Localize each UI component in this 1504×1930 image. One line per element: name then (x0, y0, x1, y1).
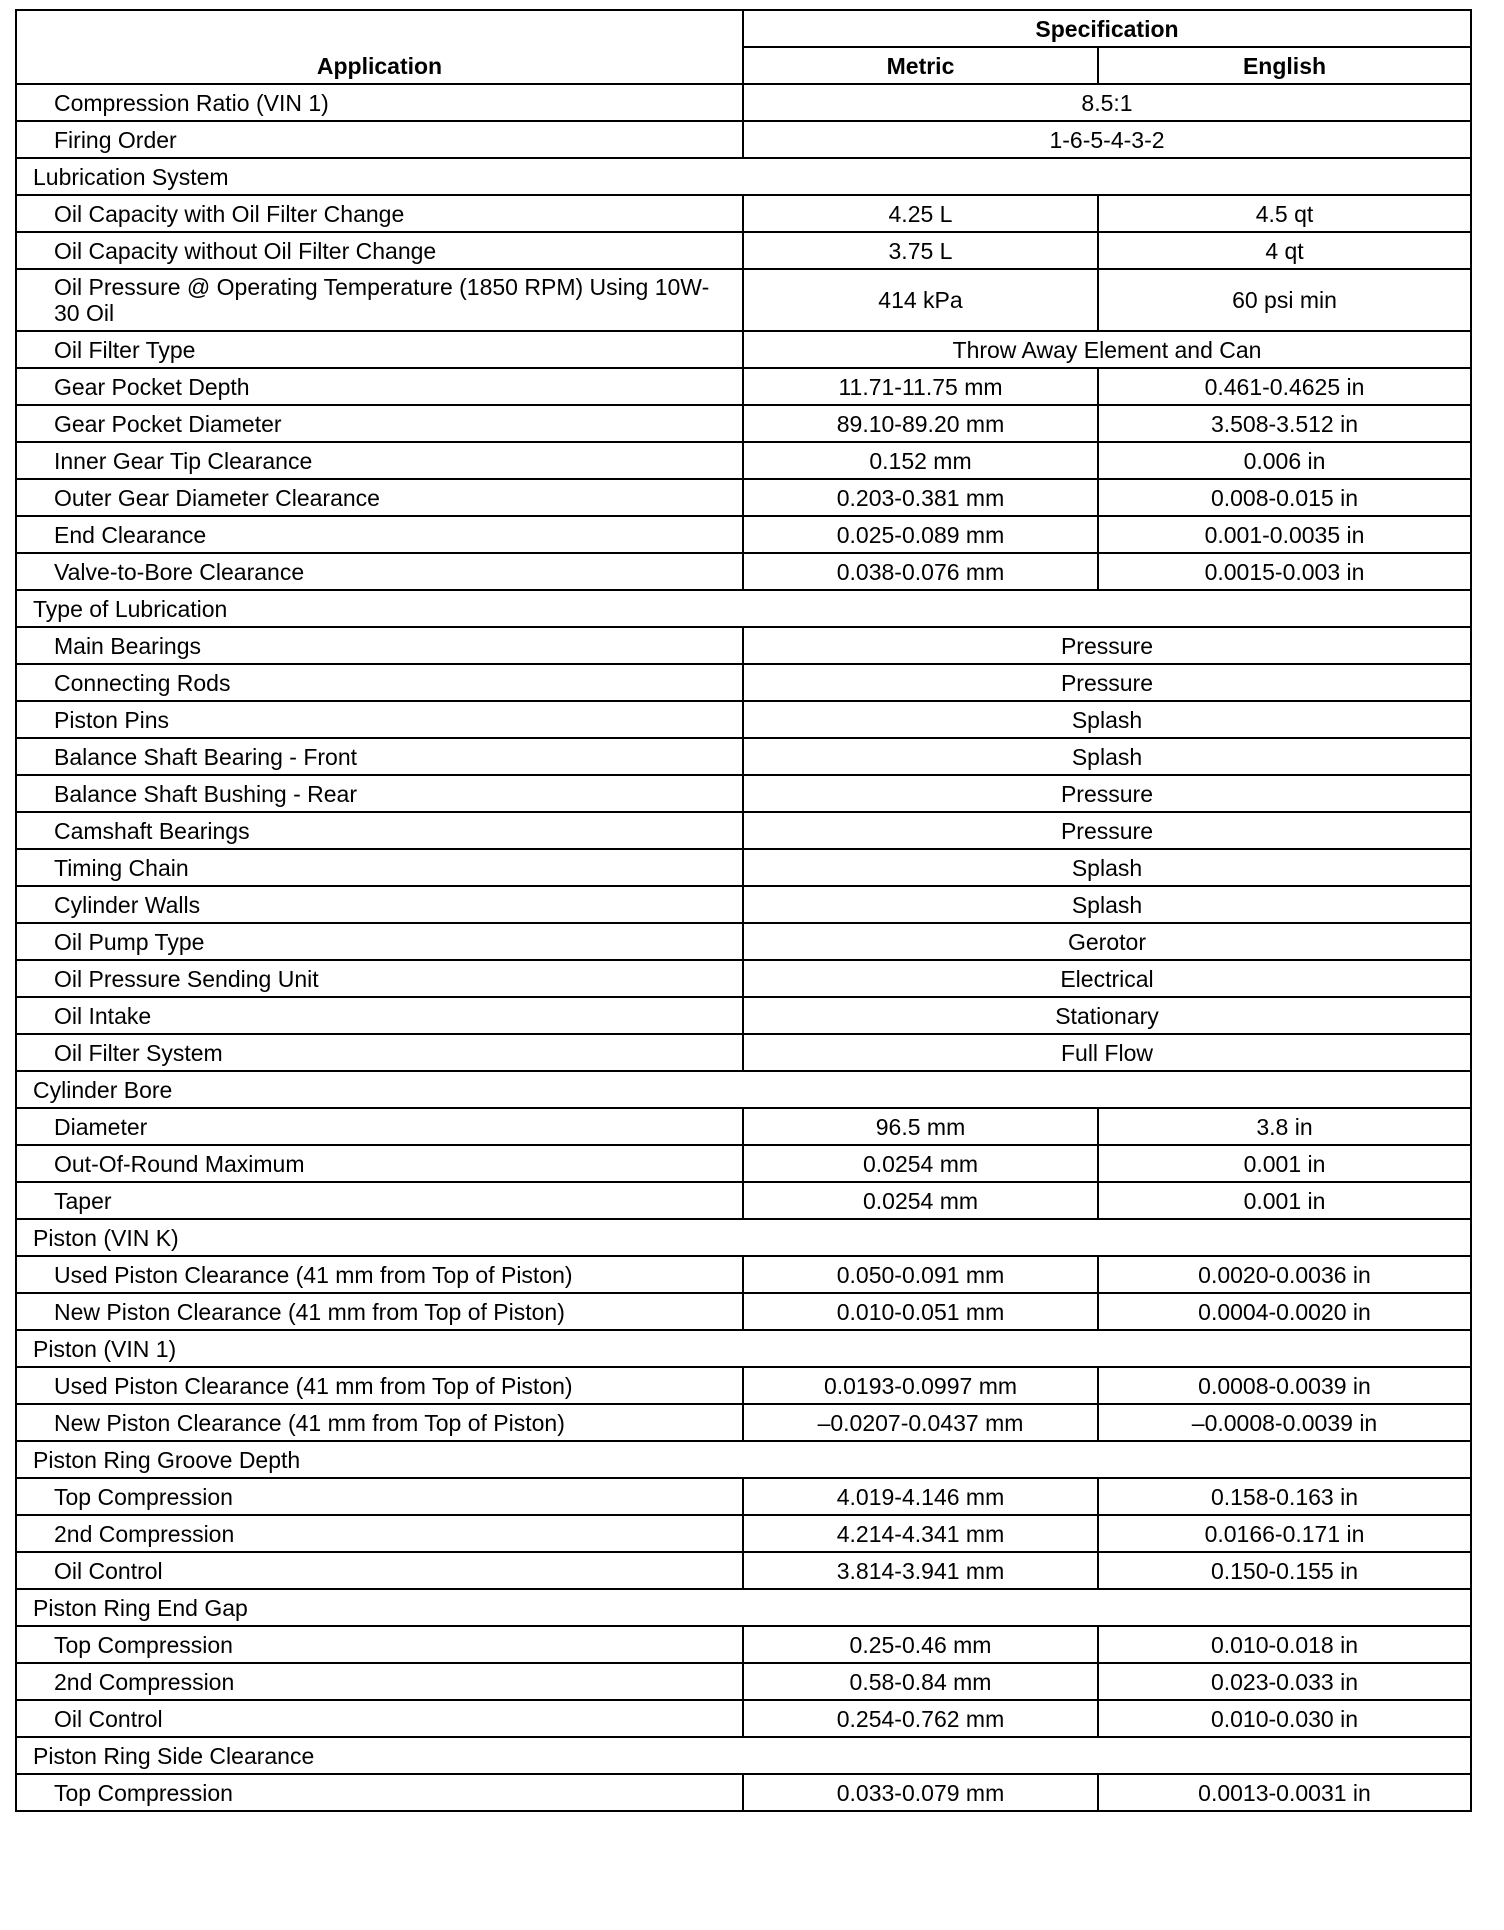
english-cell: 60 psi min (1098, 269, 1471, 331)
english-cell: 0.010-0.018 in (1098, 1626, 1471, 1663)
header-application: Application (16, 10, 743, 84)
application-cell: Balance Shaft Bearing - Front (16, 738, 743, 775)
application-cell: Main Bearings (16, 627, 743, 664)
spec-row (16, 368, 1471, 405)
metric-cell: –0.0207-0.0437 mm (743, 1404, 1098, 1441)
english-cell: 4 qt (1098, 232, 1471, 269)
specification-cell: Splash (743, 738, 1471, 775)
metric-cell: 0.0254 mm (743, 1145, 1098, 1182)
spec-row (16, 886, 1471, 923)
application-cell: Taper (16, 1182, 743, 1219)
metric-cell: 89.10-89.20 mm (743, 405, 1098, 442)
english-cell: 0.010-0.030 in (1098, 1700, 1471, 1737)
application-cell: Outer Gear Diameter Clearance (16, 479, 743, 516)
application-cell: Oil Control (16, 1552, 743, 1589)
spec-row (16, 1404, 1471, 1441)
spec-row (16, 1515, 1471, 1552)
spec-row (16, 960, 1471, 997)
application-cell: 2nd Compression (16, 1663, 743, 1700)
metric-cell: 3.75 L (743, 232, 1098, 269)
english-cell: 0.0013-0.0031 in (1098, 1774, 1471, 1811)
specification-cell: Pressure (743, 775, 1471, 812)
specification-cell: Splash (743, 886, 1471, 923)
application-cell: Used Piston Clearance (41 mm from Top of Piston) (16, 1367, 743, 1404)
spec-row (16, 331, 1471, 368)
metric-cell: 0.033-0.079 mm (743, 1774, 1098, 1811)
spec-row (16, 516, 1471, 553)
section-title: Piston (VIN 1) (16, 1330, 1471, 1367)
english-cell: 3.508-3.512 in (1098, 405, 1471, 442)
application-cell: Oil Filter Type (16, 331, 743, 368)
section-title: Lubrication System (16, 158, 1471, 195)
metric-cell: 0.025-0.089 mm (743, 516, 1098, 553)
english-cell: 0.001 in (1098, 1182, 1471, 1219)
metric-cell: 4.019-4.146 mm (743, 1478, 1098, 1515)
application-cell: Top Compression (16, 1774, 743, 1811)
spec-row (16, 195, 1471, 232)
spec-row (16, 627, 1471, 664)
specification-cell: Electrical (743, 960, 1471, 997)
english-cell: 0.0008-0.0039 in (1098, 1367, 1471, 1404)
specification-cell: Pressure (743, 812, 1471, 849)
application-cell: Timing Chain (16, 849, 743, 886)
english-cell: 0.001 in (1098, 1145, 1471, 1182)
application-cell: Gear Pocket Diameter (16, 405, 743, 442)
specification-cell: Stationary (743, 997, 1471, 1034)
application-cell: Oil Pressure @ Operating Temperature (1850 RPM) Using 10W-30 Oil (16, 269, 743, 331)
section-row (16, 1589, 1471, 1626)
spec-row (16, 84, 1471, 121)
specification-cell: Pressure (743, 664, 1471, 701)
application-cell: Oil Capacity with Oil Filter Change (16, 195, 743, 232)
spec-row (16, 1293, 1471, 1330)
spec-row (16, 1626, 1471, 1663)
application-cell: Camshaft Bearings (16, 812, 743, 849)
application-cell: End Clearance (16, 516, 743, 553)
specification-cell: Gerotor (743, 923, 1471, 960)
application-cell: Gear Pocket Depth (16, 368, 743, 405)
application-cell: Oil Control (16, 1700, 743, 1737)
application-cell: Cylinder Walls (16, 886, 743, 923)
section-row (16, 590, 1471, 627)
engine-specification-table (15, 9, 1472, 1812)
metric-cell: 0.152 mm (743, 442, 1098, 479)
metric-cell: 4.214-4.341 mm (743, 1515, 1098, 1552)
section-title: Piston Ring Groove Depth (16, 1441, 1471, 1478)
application-cell: Piston Pins (16, 701, 743, 738)
section-title: Piston (VIN K) (16, 1219, 1471, 1256)
metric-cell: 0.010-0.051 mm (743, 1293, 1098, 1330)
spec-row (16, 553, 1471, 590)
spec-row (16, 775, 1471, 812)
spec-row (16, 232, 1471, 269)
header-english: English (1098, 47, 1471, 84)
header-metric: Metric (743, 47, 1098, 84)
metric-cell: 4.25 L (743, 195, 1098, 232)
spec-row (16, 1182, 1471, 1219)
english-cell: 4.5 qt (1098, 195, 1471, 232)
section-row (16, 1219, 1471, 1256)
application-cell: Compression Ratio (VIN 1) (16, 84, 743, 121)
application-cell: Oil Filter System (16, 1034, 743, 1071)
metric-cell: 0.0193-0.0997 mm (743, 1367, 1098, 1404)
application-cell: Connecting Rods (16, 664, 743, 701)
section-row (16, 158, 1471, 195)
application-cell: Oil Pressure Sending Unit (16, 960, 743, 997)
specification-cell: 1-6-5-4-3-2 (743, 121, 1471, 158)
spec-row (16, 121, 1471, 158)
specification-cell: Full Flow (743, 1034, 1471, 1071)
section-title: Piston Ring Side Clearance (16, 1737, 1471, 1774)
metric-cell: 0.25-0.46 mm (743, 1626, 1098, 1663)
application-cell: Valve-to-Bore Clearance (16, 553, 743, 590)
application-cell: Firing Order (16, 121, 743, 158)
spec-row (16, 923, 1471, 960)
metric-cell: 0.58-0.84 mm (743, 1663, 1098, 1700)
english-cell: 0.150-0.155 in (1098, 1552, 1471, 1589)
spec-row (16, 849, 1471, 886)
specification-cell: 8.5:1 (743, 84, 1471, 121)
english-cell: 0.461-0.4625 in (1098, 368, 1471, 405)
metric-cell: 0.0254 mm (743, 1182, 1098, 1219)
header-specification: Specification (743, 10, 1471, 47)
spec-row (16, 664, 1471, 701)
application-cell: Balance Shaft Bushing - Rear (16, 775, 743, 812)
section-row (16, 1071, 1471, 1108)
specification-cell: Splash (743, 849, 1471, 886)
metric-cell: 0.254-0.762 mm (743, 1700, 1098, 1737)
spec-row (16, 812, 1471, 849)
english-cell: 0.001-0.0035 in (1098, 516, 1471, 553)
spec-row (16, 1552, 1471, 1589)
application-cell: Diameter (16, 1108, 743, 1145)
application-cell: Oil Intake (16, 997, 743, 1034)
spec-row (16, 479, 1471, 516)
specification-cell: Splash (743, 701, 1471, 738)
section-title: Cylinder Bore (16, 1071, 1471, 1108)
spec-row (16, 1367, 1471, 1404)
english-cell: 0.006 in (1098, 442, 1471, 479)
spec-row (16, 1034, 1471, 1071)
section-title: Type of Lubrication (16, 590, 1471, 627)
section-row (16, 1441, 1471, 1478)
specification-cell: Pressure (743, 627, 1471, 664)
specification-cell: Throw Away Element and Can (743, 331, 1471, 368)
section-row (16, 1737, 1471, 1774)
metric-cell: 3.814-3.941 mm (743, 1552, 1098, 1589)
english-cell: 0.0166-0.171 in (1098, 1515, 1471, 1552)
english-cell: 0.0004-0.0020 in (1098, 1293, 1471, 1330)
metric-cell: 0.203-0.381 mm (743, 479, 1098, 516)
english-cell: 0.0015-0.003 in (1098, 553, 1471, 590)
application-cell: Inner Gear Tip Clearance (16, 442, 743, 479)
application-cell: Top Compression (16, 1478, 743, 1515)
application-cell: 2nd Compression (16, 1515, 743, 1552)
spec-row (16, 997, 1471, 1034)
metric-cell: 96.5 mm (743, 1108, 1098, 1145)
spec-row (16, 405, 1471, 442)
application-cell: Oil Capacity without Oil Filter Change (16, 232, 743, 269)
application-cell: Oil Pump Type (16, 923, 743, 960)
application-cell: Used Piston Clearance (41 mm from Top of Piston) (16, 1256, 743, 1293)
spec-row (16, 269, 1471, 331)
spec-row (16, 1663, 1471, 1700)
spec-row (16, 1700, 1471, 1737)
spec-row (16, 1256, 1471, 1293)
metric-cell: 11.71-11.75 mm (743, 368, 1098, 405)
english-cell: –0.0008-0.0039 in (1098, 1404, 1471, 1441)
header-row-top (16, 10, 1471, 47)
english-cell: 3.8 in (1098, 1108, 1471, 1145)
spec-row (16, 701, 1471, 738)
application-cell: New Piston Clearance (41 mm from Top of Piston) (16, 1293, 743, 1330)
spec-row (16, 1478, 1471, 1515)
metric-cell: 414 kPa (743, 269, 1098, 331)
section-row (16, 1330, 1471, 1367)
english-cell: 0.0020-0.0036 in (1098, 1256, 1471, 1293)
metric-cell: 0.050-0.091 mm (743, 1256, 1098, 1293)
spec-row (16, 738, 1471, 775)
spec-row (16, 1145, 1471, 1182)
english-cell: 0.158-0.163 in (1098, 1478, 1471, 1515)
metric-cell: 0.038-0.076 mm (743, 553, 1098, 590)
spec-row (16, 442, 1471, 479)
section-title: Piston Ring End Gap (16, 1589, 1471, 1626)
english-cell: 0.008-0.015 in (1098, 479, 1471, 516)
application-cell: Out-Of-Round Maximum (16, 1145, 743, 1182)
spec-row (16, 1774, 1471, 1811)
english-cell: 0.023-0.033 in (1098, 1663, 1471, 1700)
spec-table-body (16, 84, 1471, 1811)
application-cell: New Piston Clearance (41 mm from Top of Piston) (16, 1404, 743, 1441)
spec-row (16, 1108, 1471, 1145)
application-cell: Top Compression (16, 1626, 743, 1663)
